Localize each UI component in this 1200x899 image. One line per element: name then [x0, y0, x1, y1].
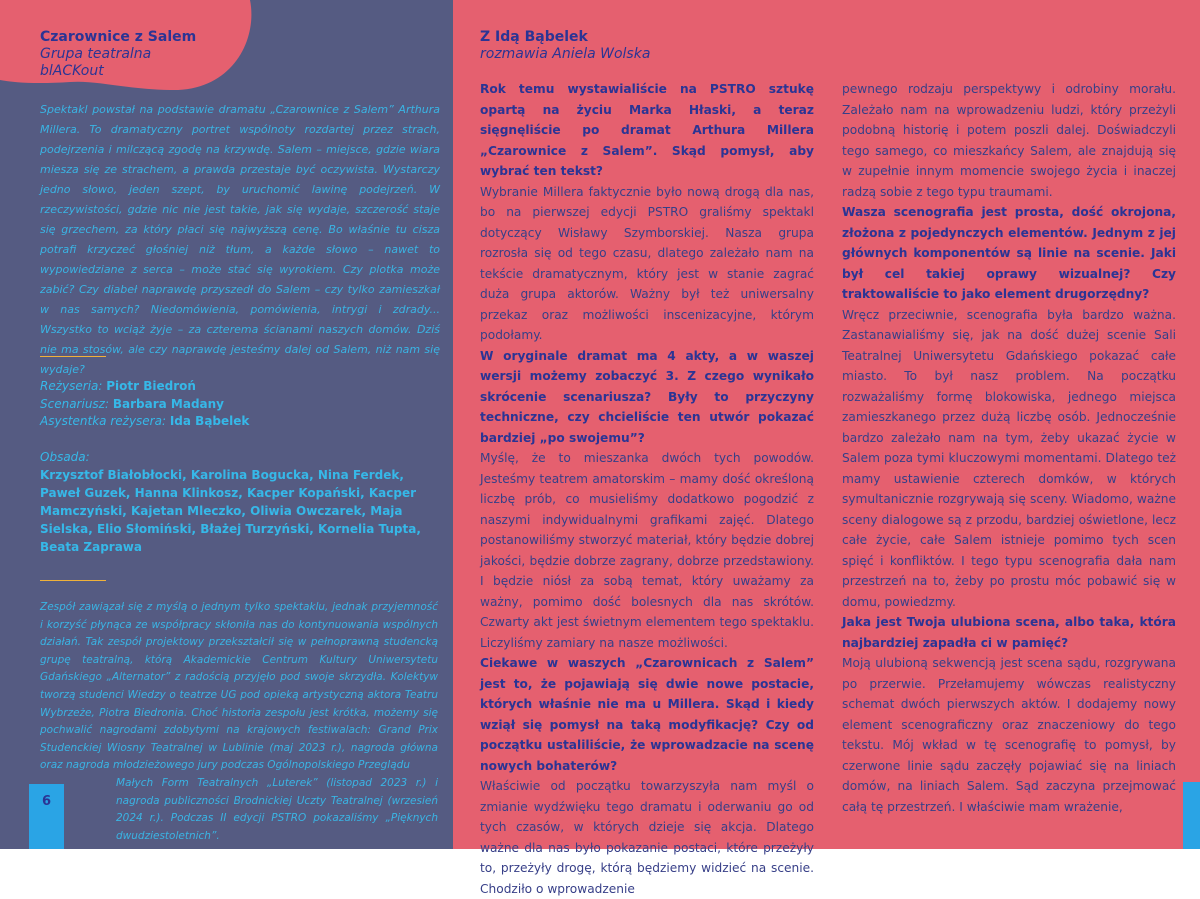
- divider-rule: [40, 356, 106, 357]
- group-history: [40, 599, 438, 845]
- credit-director: Reżyseria: Piotr Biedroń: [40, 379, 196, 393]
- page-number: 6: [41, 794, 52, 809]
- credit-script: Scenariusz: Barbara Madany: [40, 396, 224, 411]
- left-page: [0, 0, 453, 849]
- production-header: [40, 29, 340, 80]
- interview-column-2: [842, 79, 1176, 817]
- interview-question: Jaka jest Twoja ulubiona scena, albo taka, która najbardziej zapadła ci w pamięć?: [842, 615, 1176, 650]
- page-edge-tab: [1183, 782, 1200, 849]
- credit-assistant: Asystentka reżysera: Ida Bąbelek: [40, 414, 250, 428]
- interview-column-1: [480, 79, 814, 899]
- interview-subtitle: rozmawia Aniela Wolska: [480, 46, 651, 62]
- interview-question: Ciekawe w waszych „Czarownicach z Salem” jest to, że pojawiają się dwie nowe postacie, których właśnie nie ma u Millera. Skąd i kiedy wziął się pomysł na taką modyfikację? Czy od początku ustaliliście, że wprowadzacie na scenę nowych bohaterów?: [480, 656, 814, 773]
- right-page: [453, 0, 1200, 896]
- group-history-text: Zespół zawiązał się z myślą o jednym tylko spektaklu, jednak przyjemność i korzyść płynąca ze współpracy skłoniła nas do kontynuowania wspólnych działań. Tak zespół projektowy przekształcił się w pełnoprawną studencką grupę teatralną, którą Akademickie Centrum Kultury Uniwersytetu Gdańskiego „Alternator” z radością przyjęło pod swoje skrzydła. Kolektyw tworzą studenci Wiedzy o teatrze UG pod opieką artystyczną aktora Teatru Wybrzeże, Piotra Biedronia. Choć historia zespołu jest krótka, możemy się pochwalić nagrodami zdobytymi na krajowych festiwalach: Grand Prix Studenckiej Wiosny Teatralnej w Lublinie (maj 2023 r.), nagroda główna oraz nagroda młodzieżowego jury podczas Ogólnopolskiego Przeglądu: [40, 601, 438, 772]
- interview-answer: Myślę, że to mieszanka dwóch tych powodów. Jesteśmy teatrem amatorskim – mamy dość określoną liczbę prób, co musieliśmy dodatkowo pogodzić z naszymi indywidualnymi grafikami zajęć. Dlatego postanowiliśmy stworzyć materiał, który będzie dobrej jakości, będzie dobrze zagrany, dobrze przedstawiony. I będzie niósł za sobą temat, który uważamy za ważny, pomimo dość bolesnych dla nas skrótów. Czwarty akt jest świetnym elementem tego spektaklu. Liczyliśmy zamiary na nasze możliwości.: [480, 451, 814, 650]
- cast-block: [40, 448, 440, 556]
- group-name: blACKout: [40, 63, 104, 79]
- interview-question: Rok temu wystawialiście na PSTRO sztukę opartą na życiu Marka Hłaski, a teraz sięgnęliście po dramat Arthura Millera „Czarownice z Salem”. Skąd pomysł, aby wybrać ten tekst?: [480, 82, 814, 178]
- cast-list: Krzysztof Białobłocki, Karolina Bogucka, Nina Ferdek, Paweł Guzek, Hanna Klinkosz, Kacper Kopański, Kacper Mamczyński, Kajetan Mleczko, Oliwia Owczarek, Maja Sielska, Elio Słomiński, Błażej Turzyński, Kornelia Tupta, Beata Zaprawa: [40, 468, 421, 554]
- cast-label: Obsada:: [40, 450, 90, 464]
- interview-header: [480, 29, 880, 63]
- interview-answer: Wręcz przeciwnie, scenografia była bardzo ważna. Zastanawialiśmy się, jak na dość dużej scenie Sali Teatralnej Uniwersytetu Gdańskiego pokazać całe miasto. To był nasz problem. Na początku rozważaliśmy formę blokowiska, jednego miejsca zamieszkanego przez dużą liczbę osób. Jednocześnie bardzo zależało nam na tym, żeby ukazać życie w Salem poza tymi kluczowymi momentami. Dlatego też mamy ustawienie czterech domków, w których symultanicznie rozgrywają się sceny. Wiadomo, ważne sceny dialogowe są z przodu, bardziej oświetlone, lecz całe życie, całe Salem istnieje pomimo tych scen spięć i konfliktów. I tego typu scenografia dała nam przestrzeń na to, żeby po prostu móc pobawić się w domu, powiedzmy.: [842, 307, 1176, 609]
- credits-block: [40, 378, 440, 431]
- group-history-text-cont: Małych Form Teatralnych „Luterek” (listopad 2023 r.) i nagroda publiczności Brodnickiej Uczty Teatralnej (wrzesień 2024 r.). Podczas II edycji PSTRO pokazaliśmy „Pięknych dwudziestoletnich”.: [116, 776, 438, 842]
- interview-title: Z Idą Bąbelek: [480, 29, 588, 45]
- production-title: Czarownice z Salem: [40, 29, 197, 45]
- interview-question: W oryginale dramat ma 4 akty, a w waszej wersji możemy zobaczyć 3. Z czego wynikało skrócenie scenariusza? Były to przyczyny techniczne, czy chcieliście ten utwór pokazać bardziej „po swojemu”?: [480, 348, 814, 445]
- interview-question: Wasza scenografia jest prosta, dość okrojona, złożona z pojedynczych elementów. Jednym z jej głównych komponentów są linie na scenie. Jaki był cel takiej oprawy wizualnej? Czy traktowaliście to jako element drugorzędny?: [842, 205, 1176, 301]
- divider-rule: [40, 580, 106, 581]
- interview-answer: Moją ulubioną sekwencją jest scena sądu, rozgrywana po przerwie. Przełamujemy wówczas realistyczny schemat dwóch pierwszych aktów. I dodajemy nowy element scenograficzny oraz znaczeniowy do tego tekstu. Mój wkład w tę scenografię to pomysł, by czerwone linie sądu zaczęły pojawiać się na liniach domów, na liniach Salem. Sąd zaczyna przejmować całą tę przestrzeń. I właściwie mam wrażenie,: [842, 656, 1176, 814]
- page-number-tab: [29, 784, 64, 849]
- production-description: Spektakl powstał na podstawie dramatu „Czarownice z Salem” Arthura Millera. To dramatyczny portret wspólnoty rozdartej przez strach, podejrzenia i milczącą zgodę na krzywdę. Salem – miejsce, gdzie wiara miesza się ze strachem, a prawda przestaje być oczywista. Wystarczy jedno słowo, jeden szept, by uruchomić lawinę podejrzeń. W rzeczywistości, gdzie nic nie jest takie, jak się wydaje, szczerość staje się grzechem, za który płaci się najwyższą cenę. Bo właśnie tu cisza potrafi krzyczeć głośniej niż tłum, a każde słowo – nawet to wypowiedziane z serca – może stać się wyrokiem. Czy plotka może zabić? Czy diabeł naprawdę przyszedł do Salem – czy tylko zamieszkał w nas samych? Niedomówienia, pomówienia, intrygi i zdrady... Wszystko to wciąż żyje – za czterema ścianami naszych domów. Dziś nie ma stosów, ale czy naprawdę jesteśmy dalej od Salem, niż nam się wydaje?: [40, 103, 440, 376]
- interview-answer: pewnego rodzaju perspektywy i odrobiny morału. Zależało nam na wprowadzeniu ludzi, który przeżyli podobną historię i potem poszli dalej. Doświadczyli tego samego, co mieszkańcy Salem, ale znajdują się w zupełnie innym momencie swojego życia i inaczej radzą sobie z tego typu traumami.: [842, 82, 1176, 199]
- interview-answer: Wybranie Millera faktycznie było nową drogą dla nas, bo na pierwszej edycji PSTRO graliśmy spektakl dotyczący Wisławy Szymborskiej. Nasza grupa rozrosła się od tego czasu, dlatego zależało nam na tekście dramatycznym, który jest w stanie zagrać duża grupa aktorów. Ważny był też uniwersalny przekaz oraz możliwości inscenizacyjne, którym podołamy.: [480, 184, 814, 342]
- interview-answer: Właściwie od początku towarzyszyła nam myśl o zmianie wydźwięku tego dramatu i oderwaniu go od tych czasów, w których dzieje się akcja. Dlatego ważne dla nas było pokazanie postaci, które przeżyły to, przeżyły drogę, którą będziemy widzieć na scenie. Chodziło o wprowadzenie: [480, 779, 814, 896]
- group-label: Grupa teatralna: [40, 46, 152, 62]
